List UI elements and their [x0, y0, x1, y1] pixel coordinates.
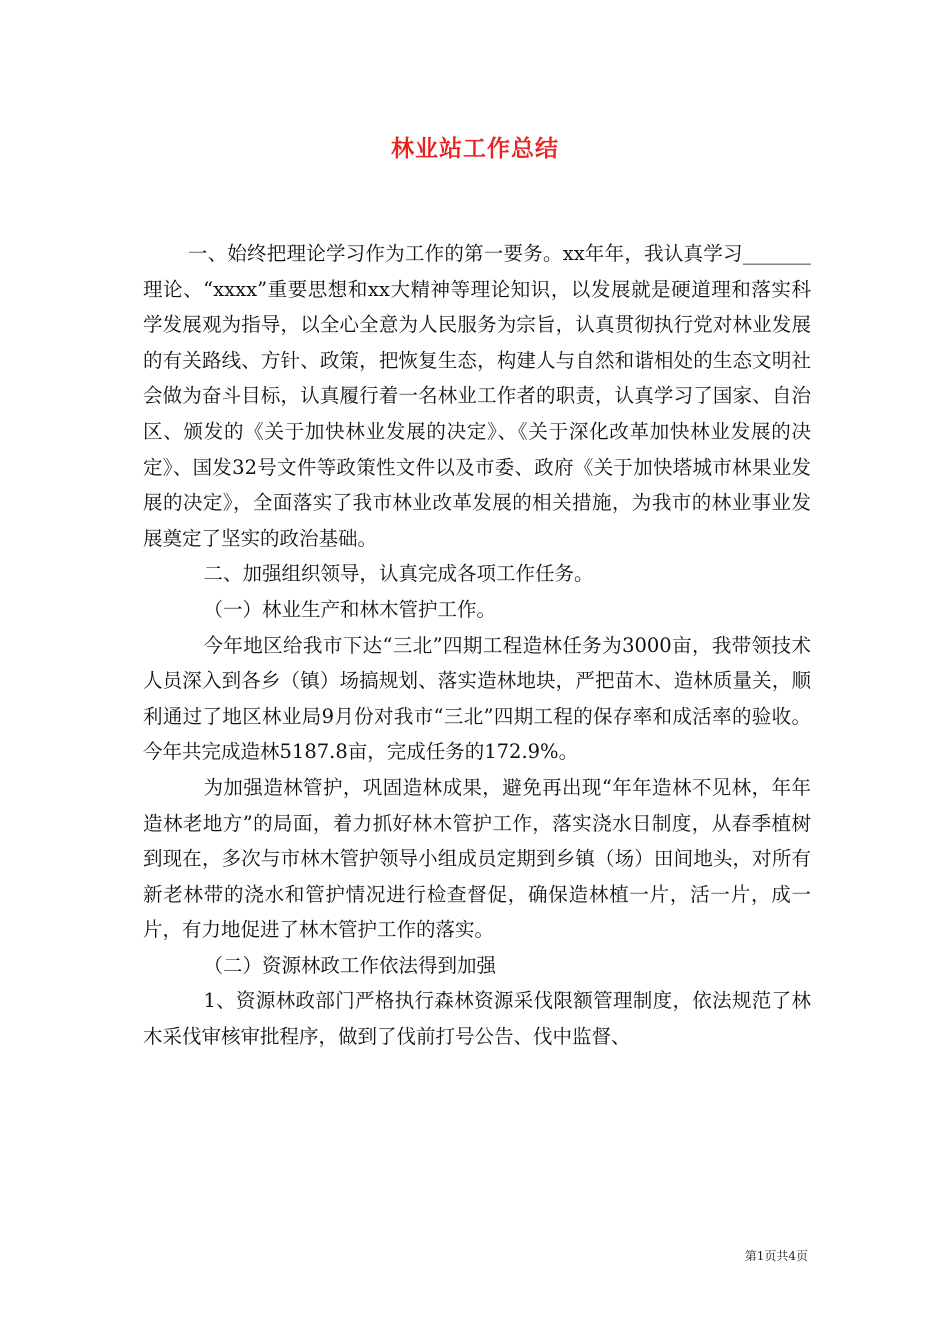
paragraph-forest-protection: 为加强造林管护，巩固造林成果，避免再出现“年年造林不见林，年年造林老地方”的局面，着力抓好林木管护工作，落实浇水日制度，从春季植树到现在，多次与市林木管护领导小组成员定期到乡镇（场）田间地头，对所有新老林带的浇水和管护情况进行检查督促，确保造林植一片，活一片，成一片，有力地促进了林木管护工作的落实。 [143, 775, 811, 942]
paragraph-subheading-forestry-production: （一）林业生产和林木管护工作。 [203, 597, 496, 621]
paragraph-afforestation-task: 今年地区给我市下达“三北”四期工程造林任务为3000亩，我带领技术人员深入到各乡（镇）场搞规划、落实造林地块，严把苗木、造林质量关，顺利通过了地区林业局9月份对我市“三北”四期工程的保存率和成活率的验收。今年共完成造林5187.8亩，完成任务的172.9%。 [143, 633, 811, 764]
document-body [143, 236, 811, 1055]
paragraph-theory-study: 一、始终把理论学习作为工作的第一要务。xx年年，我认真学习_______理论、“xxxx”重要思想和xx大精神等理论知识，以发展就是硬道理和落实科学发展观为指导，以全心全意为人民服务为宗旨，认真贯彻执行党对林业发展的有关路线、方针、政策，把恢复生态，构建人与自然和谐相处的生态文明社会做为奋斗目标，认真履行着一名林业工作者的职责，认真学习了国家、自治区、颁发的《关于加快林业发展的决定》、《关于深化改革加快林业发展的决定》、国发32号文件等政策性文件以及市委、政府《关于加快塔城市林果业发展的决定》，全面落实了我市林业改革发展的相关措施，为我市的林业事业发展奠定了坚实的政治基础。 [143, 242, 811, 550]
page-number-footer: 第1页共4页 [744, 1249, 808, 1263]
paragraph-logging-quota: 1、资源林政部门严格执行森林资源采伐限额管理制度，依法规范了林木采伐审核审批程序，做到了伐前打号公告、伐中监督、 [143, 989, 811, 1049]
paragraph-heading-organization: 二、加强组织领导，认真完成各项工作任务。 [203, 562, 594, 586]
document-title: 林业站工作总结 [391, 135, 559, 162]
paragraph-subheading-resource-administration: （二）资源林政工作依法得到加强 [203, 953, 496, 977]
